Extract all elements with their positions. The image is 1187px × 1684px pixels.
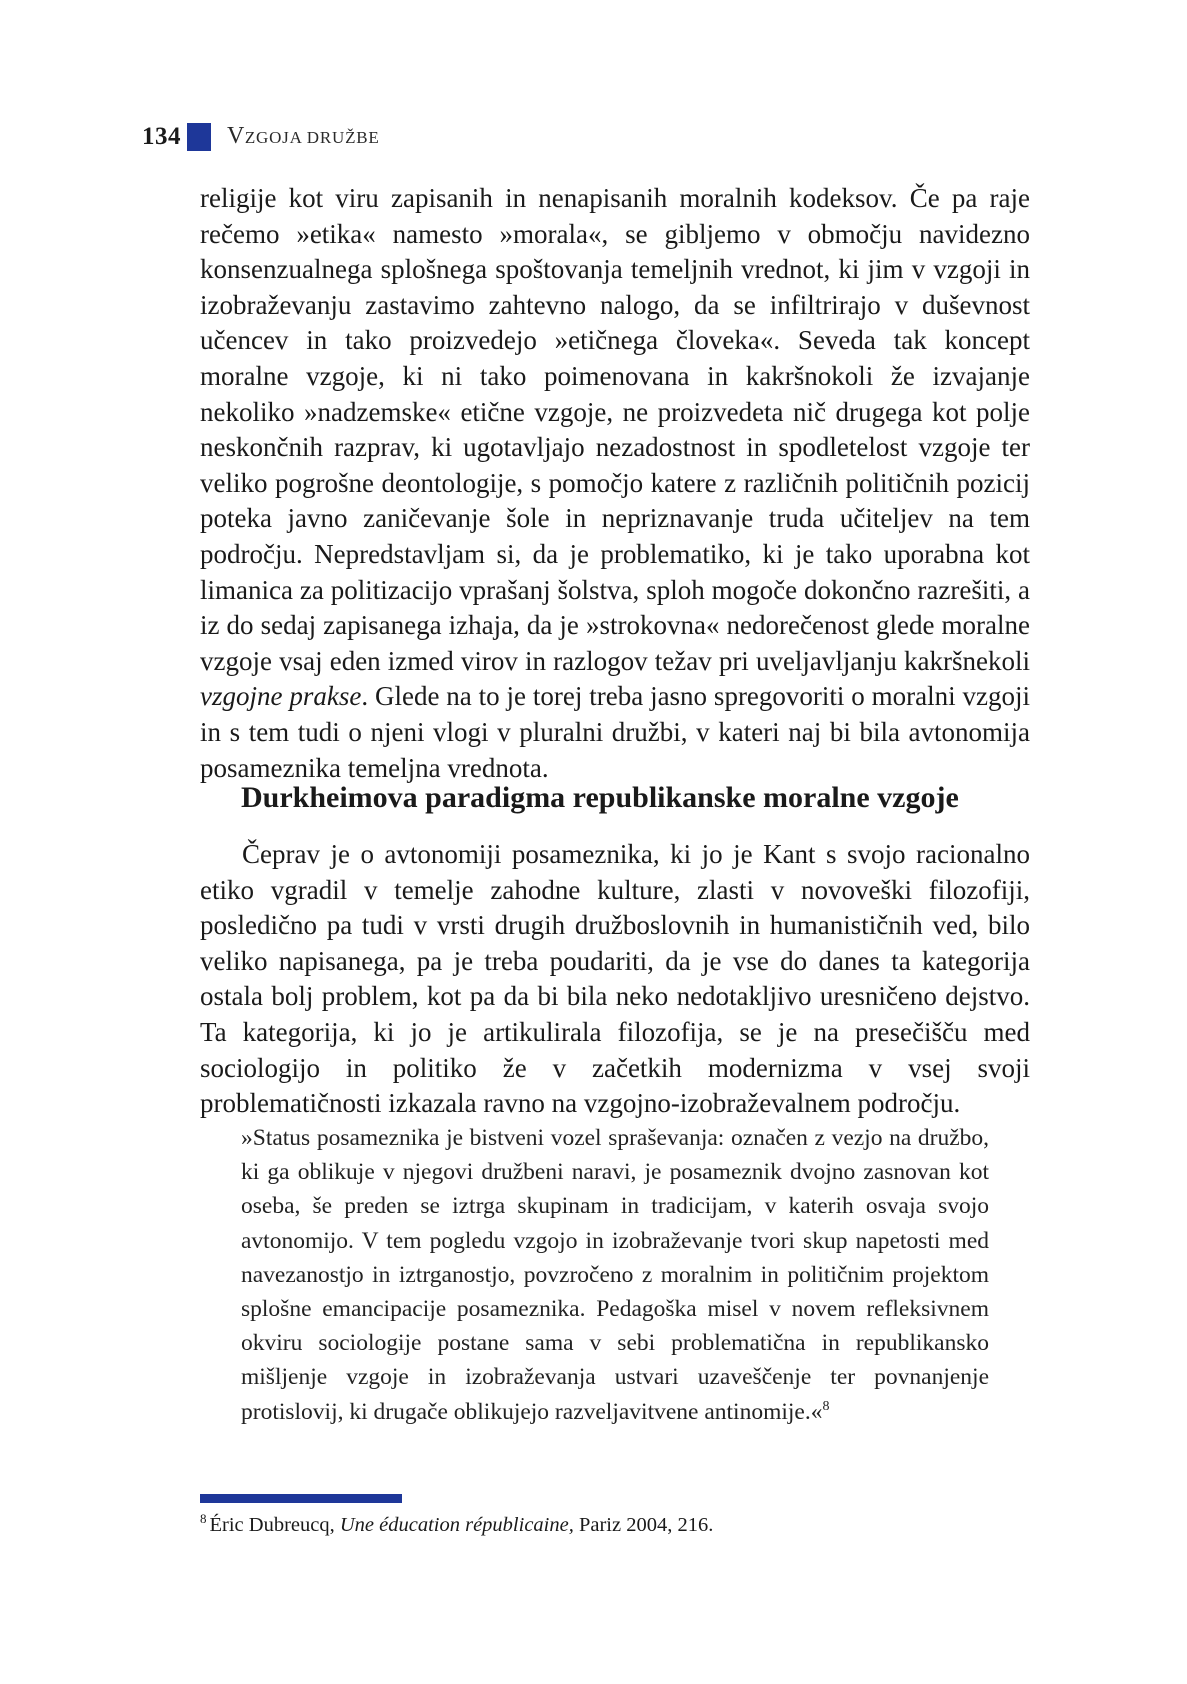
running-header [142,122,380,152]
header-square-marker [187,123,211,151]
footnote-number: 8 [200,1511,207,1527]
footnote-author: Éric Dubreucq, [209,1514,335,1536]
footnote-rule [200,1494,402,1503]
section-heading: Durkheimova paradigma republikanske moralne vzgoje [241,781,959,814]
footnote-rest: Pariz 2004, 216. [578,1514,714,1536]
page-number: 134 [142,123,181,150]
paragraph1-italic-phrase: vzgojne prakse [200,681,362,712]
footnote-reference[interactable]: 8 [822,1398,830,1414]
paragraph-continuation [200,181,1030,786]
footnote-title: Une éducation républicaine, [339,1514,574,1536]
running-title-initial: V [227,123,245,149]
running-title [227,121,380,153]
block-quote [241,1121,989,1429]
footnote [200,1510,713,1540]
quote-text: »Status posameznika je bistveni vozel spraševanja: označen z vezjo na družbo, ki ga oblikuje v njegovi družbeni naravi, je posameznik dvojno zasnovan kot oseba, še preden se iztrga skupinam in tradicijam, v katerih osvaja svojo avtonomijo. V tem pogledu vzgojo in izobraževanje tvori skup napetosti med navezanostjo in iztrganostjo, povzročeno z moralnim in političnim projektom splošne emancipacije posameznika. Pedagoška misel v novem refleksivnem okviru sociologije postane sama v sebi problematična in republikansko mišljenje vzgoje in izobraževanja ustvari uzaveščenje ter povnanjenje protislovij, ki drugače oblikujejo razveljavitvene antinomije.« [241,1125,989,1425]
running-title-rest: ZGOJA DRUŽBE [244,128,380,147]
paragraph1-text-before-italic: religije kot viru zapisanih in nenapisanih moralnih kodeksov. Če pa raje rečemo »etika« namesto »morala«, se gibljemo v območju navidezno konsenzualnega splošnega spoštovanja temeljnih vrednot, ki jim v vzgoji in izobraževanju zastavimo zahtevno nalogo, da se infiltrirajo v duševnost učencev in tako proizvedejo »etičnega človeka«. Seveda tak koncept moralne vzgoje, ki ni tako poimenovana in kakršnokoli že izvajanje nekoliko »nadzemske« etične vzgoje, ne proizvedeta nič drugega kot polje neskončnih razprav, ki ugotavljajo nezadostnost in spodletelost vzgoje ter veliko pogrošne deontologije, s pomočjo katere z različnih političnih pozicij poteka javno zaničevanje šole in nepriznavanje truda učiteljev na tem področju. Nepredstavljam si, da je problematiko, ki je tako uporabna kot limanica za politizacijo vprašanj šolstva, sploh mogoče dokončno razrešiti, a iz do sedaj zapisanega izhaja, da je »strokovna« nedorečenost glede moralne vzgoje vsaj eden izmed virov in razlogov težav pri uveljavljanju kakršnekoli [200,183,1030,676]
paragraph-body: Čeprav je o avtonomiji posameznika, ki jo je Kant s svojo racionalno etiko vgradil v temelje zahodne kulture, zlasti v novoveški filozofiji, posledično pa tudi v vrsti drugih družboslovnih in humanističnih ved, bilo veliko napisanega, pa je treba poudariti, da je vse do danes ta kategorija ostala bolj problem, kot pa da bi bila neko nedotakljivo uresničeno dejstvo. Ta kategorija, ki jo je artikulirala filozofija, se je na presečišču med sociologijo in politiko že v začetkih modernizma v vsej svoji problematičnosti izkazala ravno na vzgojno-izobraževalnem področju. [200,839,1030,1119]
paragraph1-text-after-italic: . Glede na to je torej treba jasno spregovoriti o moralni vzgoji in s tem tudi o njeni vlogi v pluralni družbi, v kateri naj bi bila avtonomija posameznika temeljna vrednota. [200,681,1030,783]
